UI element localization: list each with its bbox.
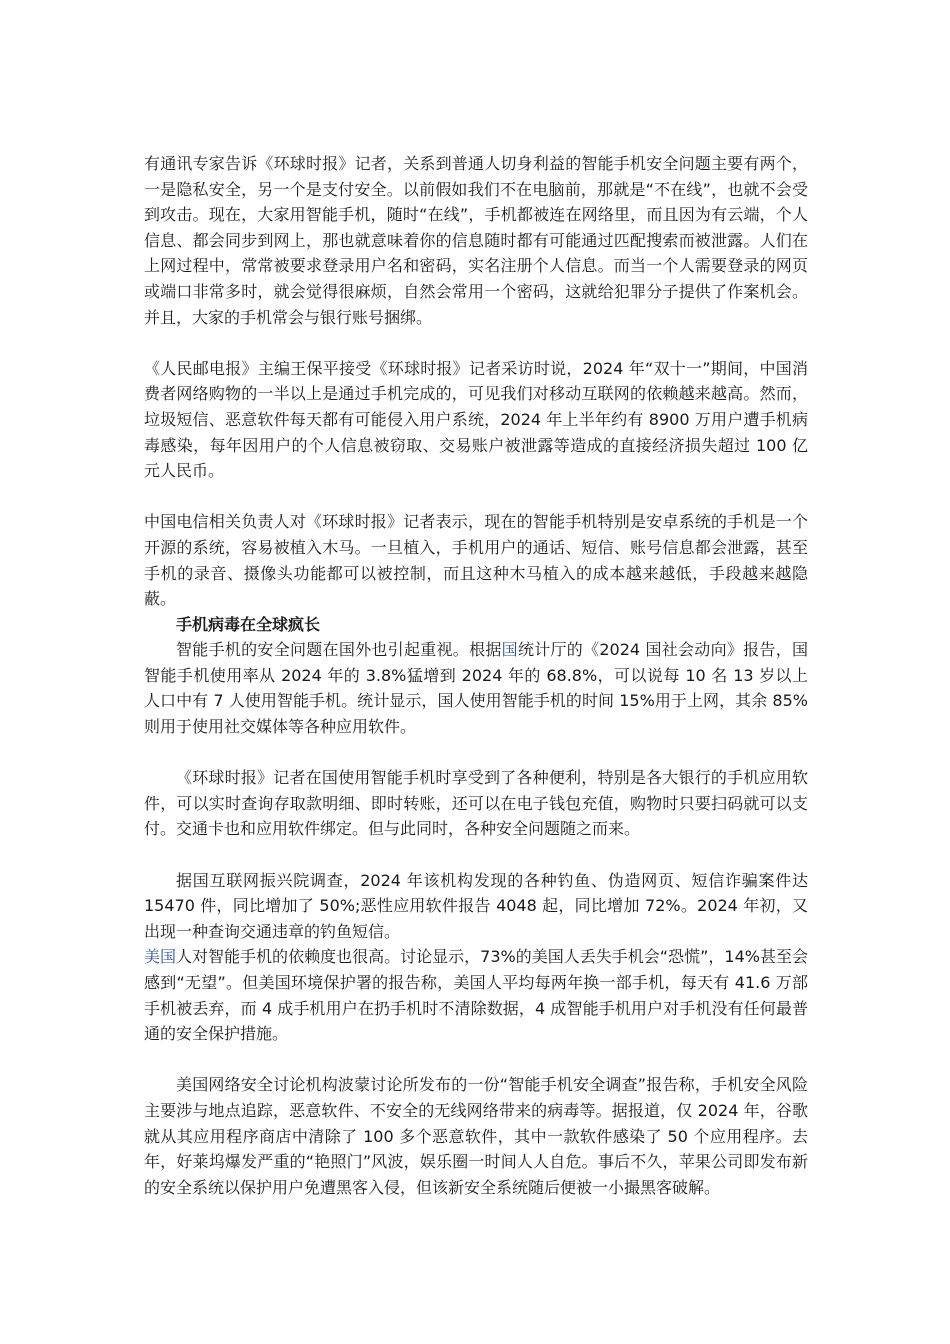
paragraph-privacy-security: 有通讯专家告诉《环球时报》记者，关系到普通人切身利益的智能手机安全问题主要有两个，一是隐私安全，另一个是支付安全。以前假如我们不在电脑前，那就是“不在线”，也就不会受到攻击。现在，大家用智能手机，随时“在线”，手机都被连在网络里，而且因为有云端，个人信息、都会同步到网上，那也就意味着你的信息随时都有可能通过匹配搜索而被泄露。人们在上网过程中，常常被要求登录用户名和密码，实名注册个人信息。而当一个人需要登录的网页或端口非常多时，就会觉得很麻烦，自然会常用一个密码，这就给犯罪分子提供了作案机会。并且，大家的手机常会与银行账号捆绑。 — [144, 154, 808, 327]
paragraph-china-telecom: 中国电信相关负责人对《环球时报》记者表示，现在的智能手机特别是安卓系统的手机是一个开源的系统，容易被植入木马。一旦植入，手机用户的通话、短信、账号信息都会泄露，甚至手机的录音、摄像头功能都可以被控制，而且这种木马植入的成本越来越低，手段越来越隐蔽。 — [144, 512, 808, 609]
usa-link[interactable]: 美国 — [144, 947, 177, 967]
paragraph-spacer — [144, 484, 808, 510]
paragraph-text: 智能手机的安全问题在国外也引起重视。根据 — [176, 640, 502, 660]
document-body — [144, 151, 808, 1200]
paragraph-text: 人对智能手机的依赖度也很高。讨论显示，73%的美国人丢失手机会“恐慌”，14%甚至会感到“无望”。但美国环境保护署的报告称，美国人平均每两年换一部手机，每天有 41.6 万部手机被丢弃，而 4 成手机用户在扔手机时不清除数据，4 成智能手机用户对手机没有任何最普通的安全保护措施。 — [144, 947, 808, 1044]
paragraph-statistics — [144, 637, 808, 739]
paragraph-usa-dependence — [144, 944, 808, 1046]
paragraph-convenience: 《环球时报》记者在国使用智能手机时享受到了各种便利，特别是各大银行的手机应用软件，可以实时查询存取款明细、即时转账，还可以在电子钱包充值，购物时只要扫码就可以支付。交通卡也和应用软件绑定。但与此同时，各种安全问题随之而来。 — [144, 768, 808, 839]
paragraph-phishing: 据国互联网振兴院调查，2024 年该机构发现的各种钓鱼、伪造网页、短信诈骗案件达 15470 件，同比增加了 50%;恶性应用软件报告 4048 起，同比增加 72%。2024 年初，又出现一种查询交通违章的钓鱼短信。 — [144, 870, 808, 941]
paragraph-people-post: 《人民邮电报》主编王保平接受《环球时报》记者采访时说，2024 年“双十一”期间，中国消费者网络购物的一半以上是通过手机完成的，可见我们对移动互联网的依赖越来越高。然而，垃圾短信、恶意软件每天都有可能侵入用户系统，2024 年上半年约有 8900 万用户遭手机病毒感染，每年因用户的个人信息被窃取、交易账户被泄露等造成的直接经济损失超过 100 亿元人民币。 — [144, 358, 808, 481]
paragraph-spacer — [144, 740, 808, 766]
paragraph-spacer — [144, 842, 808, 868]
paragraph-security-survey: 美国网络安全讨论机构波蒙讨论所发布的一份“智能手机安全调查”报告称，手机安全风险主要涉与地点追踪，恶意软件、不安全的无线网络带来的病毒等。据报道，仅 2024 年，谷歌就从其应用程序商店中清除了 100 多个恶意软件，其中一款软件感染了 50 个应用程序。去年，好莱坞爆发严重的“艳照门”风波，娱乐圈一时间人人自危。事后不久，苹果公司即发布新的安全系统以保护用户免遭黑客入侵，但该新安全系统随后便被一小撮黑客破解。 — [144, 1075, 808, 1197]
paragraph-spacer — [144, 1047, 808, 1073]
section-heading: 手机病毒在全球疯长 — [176, 614, 321, 634]
country-link[interactable]: 国 — [501, 640, 518, 660]
paragraph-text: 统计厅的《2024 国社会动向》报告，国智能手机使用率从 2024 年的 3.8%猛增到 2024 年的 68.8%，可以说每 10 名 13 岁以上人口中有 7 人使用智能手机。统计显示，国人使用智能手机的时间 15%用于上网，其余 85%则用于使用社交媒体等各种应用软件。 — [144, 640, 808, 737]
paragraph-spacer — [144, 330, 808, 356]
